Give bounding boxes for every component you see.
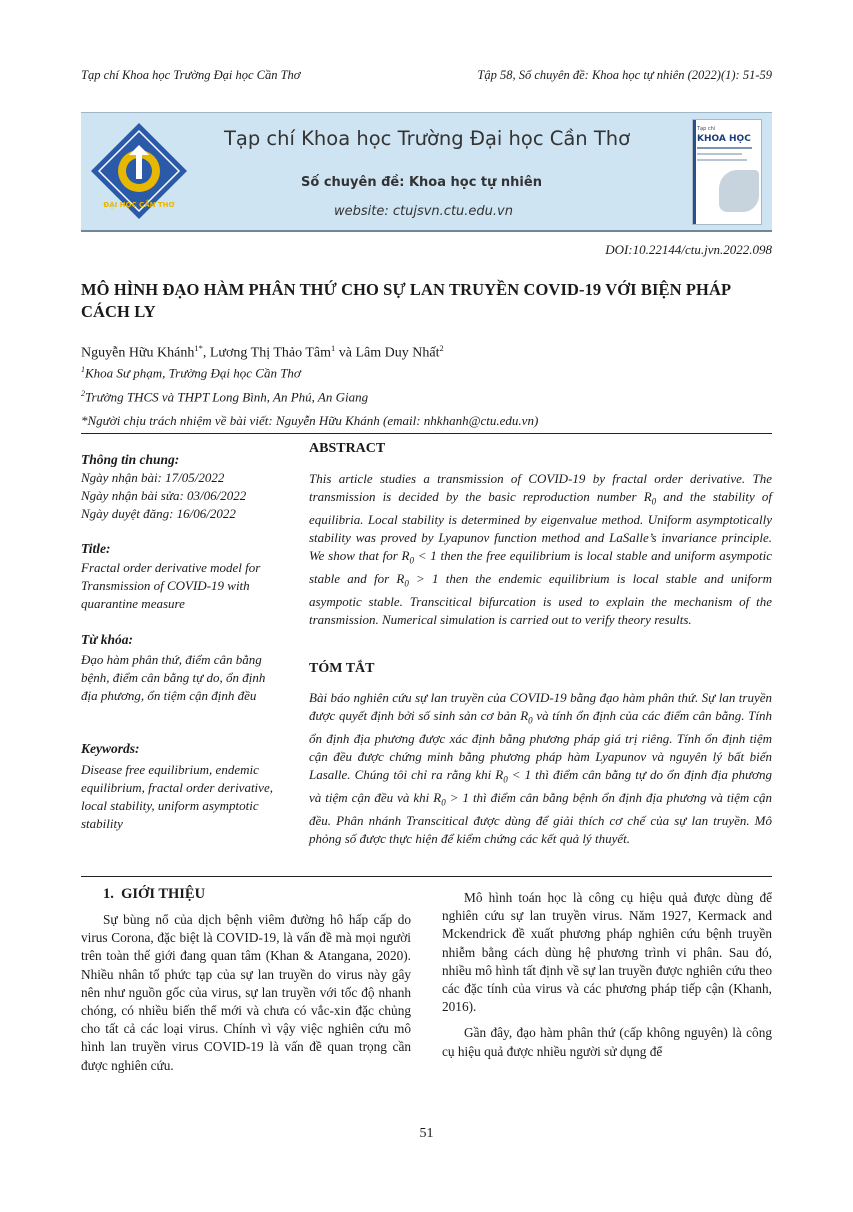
author-sep: , (202, 345, 210, 361)
author-3: Lâm Duy Nhất (355, 345, 440, 361)
journal-cover-thumbnail (692, 119, 762, 225)
info-dates (81, 469, 281, 523)
author-3-sup: 2 (439, 343, 444, 353)
keywords-vi-heading: Từ khóa: (81, 632, 133, 647)
divider (81, 433, 772, 434)
abstract-heading: ABSTRACT (309, 441, 386, 456)
cover-small-text: Tạp chí (697, 126, 716, 132)
cover-map-icon (719, 170, 759, 212)
body-column-left (81, 911, 411, 1075)
cover-title: KHOA HỌC (697, 134, 751, 144)
info-heading: Thông tin chung: (81, 452, 180, 467)
affiliation-1: $^1$Khoa Sư phạm, Trường Đại học Cần Thơ (81, 365, 301, 381)
divider (81, 876, 772, 877)
body-column-right (442, 889, 772, 1061)
author-2: Lương Thị Thảo Tâm (209, 345, 332, 361)
journal-banner (81, 112, 772, 232)
english-title-text: Fractal order derivative model for Transmission of COVID-19 with quarantine measure (81, 560, 261, 611)
paragraph: Sự bùng nổ của dịch bệnh viêm đường hô hấp cấp do virus Corona, đặc biệt là COVID-19, là vấn đề mà mọi người trên toàn thế giới đang quan tâm (Khan & Atangana, 2020). Nhiều nhân tố phức tạp của sự lan truyền do virus này gây nên như nguồn gốc của virus, sự lan truyền với tốc độ nhanh chóng, có nhiều biến thể mới và chưa có vắc-xin đặc chủng cho tất cả các loại virus. Chính vì vậy việc nghiên cứu mô hình lan truyền virus COVID-19 là vấn đề quan trọng cần được nghiên cứu. (81, 912, 411, 1073)
running-header-journal: Tạp chí Khoa học Trường Đại học Cần Thơ (81, 68, 301, 82)
running-header-issue: Tập 58, Số chuyên đề: Khoa học tự nhiên (2022)(1): 51-59 (477, 68, 772, 82)
section-heading: 1. GIỚI THIỆU (103, 886, 206, 902)
author-2-sup: 1 (331, 343, 336, 353)
affiliation-2: $^2$Trường THCS và THPT Long Bình, An Phú, An Giang (81, 389, 369, 405)
author-1: Nguyễn Hữu Khánh (81, 345, 195, 361)
logo-text: ĐẠI HỌC CẦN THƠ (103, 201, 175, 209)
tomtat-heading: TÓM TẮT (309, 661, 375, 676)
banner-subtitle: Số chuyên đề: Khoa học tự nhiên (301, 175, 542, 190)
banner-title: Tạp chí Khoa học Trường Đại học Cần Thơ (224, 127, 631, 150)
page-number: 51 (419, 1126, 434, 1141)
corresponding-author: *Người chịu trách nhiệm về bài viết: Nguyễn Hữu Khánh (email: nhkhanh@ctu.edu.vn) (81, 413, 539, 428)
date-revised: Ngày nhận bài sửa: 03/06/2022 (81, 488, 247, 503)
keywords-en-heading: Keywords: (81, 741, 140, 756)
paragraph: Mô hình toán học là công cụ hiệu quả được dùng để nghiên cứu sự lan truyền virus. Năm 1927, Kermack and Mckendrick đề xuất phương pháp nghiên cứu bệnh truyền nhiễm bằng cách dùng hệ phương trình vi phân. Sau đó, nhiều mô hình tất định về sự lan truyền được nghiên cứu theo các đặc tính của virus và các phương pháp tiếp cận (Khanh, 2016). (442, 890, 772, 1015)
doi: DOI:10.22144/ctu.jvn.2022.098 (605, 242, 772, 257)
keywords-en-text: Disease free equilibrium, endemic equilibrium, fractal order derivative, local stability, uniform asymptotic stability (81, 762, 273, 831)
paragraph: Gần đây, đạo hàm phân thứ (cấp không nguyên) là công cụ hiệu quả được nhiều người sử dụng để (442, 1025, 772, 1059)
keywords-vi-text: Đạo hàm phân thứ, điểm cân bằng bệnh, điểm cân bằng tự do, ổn định địa phương, ổn tiệm cận định đều (81, 652, 266, 703)
date-accepted: Ngày duyệt đăng: 16/06/2022 (81, 506, 236, 521)
article-title: MÔ HÌNH ĐẠO HÀM PHÂN THỨ CHO SỰ LAN TRUYỀN COVID-19 VỚI BIỆN PHÁP CÁCH LY (81, 280, 731, 321)
banner-website: website: ctujsvn.ctu.edu.vn (334, 204, 513, 219)
tomtat-text: Bài báo nghiên cứu sự lan truyền của COVID-19 bằng đạo hàm phân thứ. Sự lan truyền được quyết định bởi số sinh sản cơ bản $R_0$ và tính ổn định của các điểm cân bằng. Tính ổn định địa phương được xác định bằng phương pháp giá trị riêng. Tính ổn định tiệm cận đều được chứng minh bằng phương pháp hàm Lyapunov và nguyên lý bất biến Lasalle. Chúng tôi chỉ ra rằng khi $R_0 < 1$ thì điểm cân bằng tự do ổn định địa phương và tiệm cận đều và khi $R_0 > 1$ thì điểm cân bằng bệnh ổn định địa phương và tiệm cận đều. Phân nhánh Transcitical được dùng để giải thích cơ chế của sự lan truyền. Mô phỏng số được thực hiện để kiểm chứng các kết quả lý thuyết. (309, 690, 773, 847)
abstract-text: This article studies a transmission of COVID-19 by fractal order derivative. The transmission is decided by the basic reproduction number $R_0$ and the stability of equilibria. Local stability is determined by eigenvalue method. Uniform asymptotically stability was proved by Lyapunov function method and LaSalle’s invariance principle. We show that for $R_0 < 1$ then the free equilibrium is local stable and uniform asympotic stable and for $R_0 > 1$ then the endemic equilibrium is local stable and uniform asympotic stable. Transcitical bifurcation is used to explain the mechanism of the transmission. Numerical simulation is carried out to verify theory results. (309, 471, 773, 628)
author-list (81, 343, 444, 362)
date-received: Ngày nhận bài: 17/05/2022 (81, 470, 225, 485)
author-sep: và (335, 345, 356, 361)
author-1-sup: 1* (194, 343, 203, 353)
english-title-heading: Title: (81, 541, 111, 556)
